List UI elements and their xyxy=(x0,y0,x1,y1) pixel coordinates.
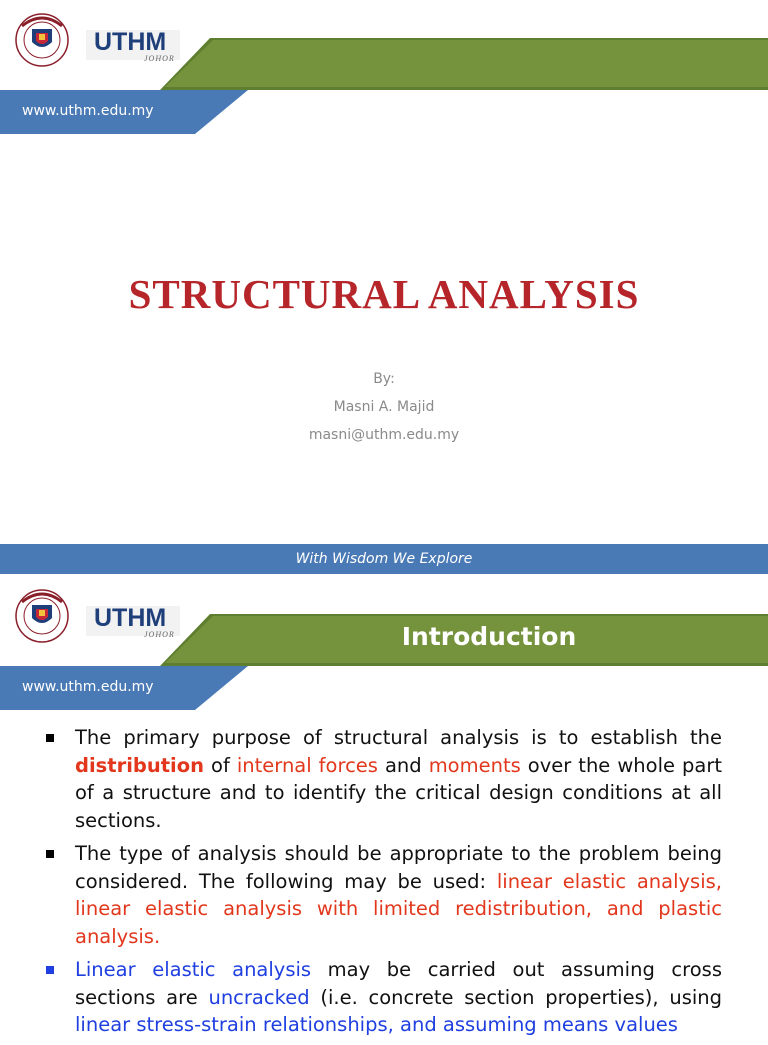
text-run: The type of analysis should be appropriate to the problem being considered. The following may be used: xyxy=(75,842,722,893)
by-label: By: xyxy=(373,371,395,387)
presentation-title: STRUCTURAL ANALYSIS xyxy=(128,271,640,317)
highlight-internal-forces: internal forces xyxy=(236,753,378,777)
text-run: and xyxy=(377,753,429,777)
text-run: The primary purpose of structural analysis is to establish the xyxy=(75,726,722,749)
list-item xyxy=(44,724,722,834)
list-item xyxy=(44,956,722,1039)
author-email[interactable]: masni@uthm.edu.my xyxy=(308,427,460,443)
text-run: over the whole part of a structure and to identify the critical design conditions at all sections. xyxy=(75,753,722,832)
slide-title: Introduction xyxy=(401,622,577,651)
square-bullet-icon xyxy=(46,734,54,742)
header-green-bar xyxy=(165,40,768,87)
website-url[interactable]: www.uthm.edu.my xyxy=(22,103,154,119)
uthm-crest-icon xyxy=(14,588,70,650)
logo-subtitle: JOHOR xyxy=(144,54,175,63)
highlight-uncracked: uncracked xyxy=(208,985,310,1009)
footer-motto: With Wisdom We Explore xyxy=(295,551,473,567)
website-url[interactable]: www.uthm.edu.my xyxy=(22,679,154,695)
uthm-crest-icon xyxy=(14,12,70,74)
square-bullet-icon xyxy=(46,966,54,974)
highlight-analysis-types: linear elastic analysis, linear elastic analysis with limited redistribution, and plastic analysis. xyxy=(75,869,722,948)
list-item xyxy=(44,840,722,950)
bullet-list xyxy=(44,724,722,1045)
header-graphic xyxy=(0,0,768,140)
logo-subtitle: JOHOR xyxy=(144,630,175,639)
logo-wordmark: UTHM xyxy=(94,28,167,56)
highlight-distribution: distribution xyxy=(75,753,204,777)
author-name: Masni A. Majid xyxy=(333,399,435,415)
text-run: may be carried out assuming cross sections are xyxy=(75,958,722,1009)
introduction-slide xyxy=(0,574,768,1036)
logo-wordmark: UTHM xyxy=(94,604,167,632)
text-run: of xyxy=(204,753,237,777)
highlight-moments: moments xyxy=(428,753,521,777)
square-bullet-icon xyxy=(46,850,54,858)
highlight-linear-elastic-analysis: Linear elastic analysis xyxy=(75,958,312,981)
highlight-stress-strain: linear stress-strain relationships, and assuming means values xyxy=(75,1013,678,1036)
text-run: (i.e. concrete section properties), using xyxy=(309,985,723,1009)
